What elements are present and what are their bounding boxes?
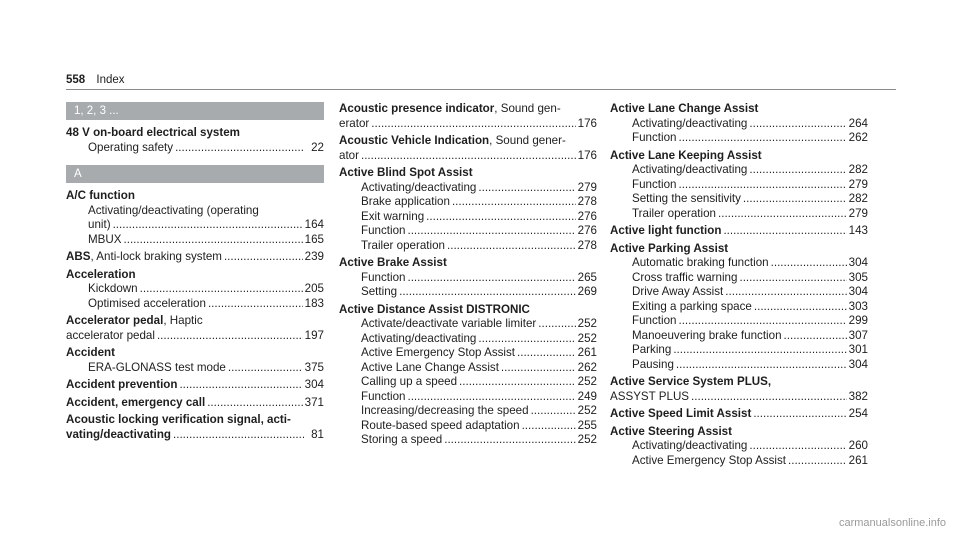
page-number: 558 <box>66 74 86 86</box>
index-line <box>339 117 597 132</box>
index-term-line <box>66 378 177 393</box>
page-ref: 299 <box>848 314 868 327</box>
index-line <box>610 300 868 315</box>
index-subterm: Optimised acceleration <box>88 296 206 310</box>
index-subterm: Activating/deactivating <box>361 180 477 194</box>
index-subterm: Cross traffic warning <box>632 270 738 284</box>
index-term: Active Distance Assist DISTRONIC <box>339 302 530 316</box>
index-line <box>610 131 868 146</box>
index-entry <box>339 166 597 253</box>
page-ref: 282 <box>848 163 868 176</box>
index-term: Active Parking Assist <box>610 241 729 255</box>
index-column-2 <box>339 102 597 451</box>
index-subterm: Kickdown <box>88 282 138 295</box>
index-line <box>610 163 868 178</box>
dot-leader <box>426 210 576 225</box>
page-ref: 255 <box>577 418 597 432</box>
index-subterm: Setting <box>361 285 398 298</box>
page-ref: 252 <box>577 404 597 417</box>
index-term: 48 V on-board electrical system <box>66 126 240 139</box>
index-term-continued: ator <box>339 148 359 162</box>
dot-leader <box>517 346 576 361</box>
index-term-rest: , Sound gen- <box>494 102 561 115</box>
index-entry <box>66 314 324 343</box>
index-line <box>66 141 324 156</box>
index-term: Active Brake Assist <box>339 256 447 269</box>
page-ref: 164 <box>304 218 324 231</box>
index-line <box>339 239 597 254</box>
index-term: Active Steering Assist <box>610 424 732 438</box>
index-entry <box>66 346 324 375</box>
page-ref: 252 <box>577 331 597 345</box>
index-entry <box>66 126 324 155</box>
index-line <box>610 407 868 422</box>
index-line <box>610 358 868 373</box>
page-ref: 269 <box>577 285 597 298</box>
index-line <box>66 428 324 443</box>
index-subterm: Exiting a parking space <box>632 299 752 313</box>
index-subterm: Function <box>632 314 677 327</box>
index-entry <box>610 149 868 222</box>
dot-leader <box>224 250 303 265</box>
page-ref: 278 <box>577 238 597 252</box>
index-subterm: Activate/deactivate variable limiter <box>361 317 537 330</box>
index-subterm: Manoeuvering brake function <box>632 328 782 342</box>
index-term-line <box>66 413 324 428</box>
page-ref: 260 <box>848 439 868 452</box>
index-term-continued: vating/deactivating <box>66 427 172 441</box>
page-ref: 197 <box>304 328 324 342</box>
index-subterm: Storing a speed <box>361 433 443 446</box>
index-term-rest: , Haptic <box>163 314 203 327</box>
dot-leader <box>407 224 575 239</box>
dot-leader <box>538 317 575 332</box>
index-subterm: ERA-GLONASS test mode <box>88 360 226 374</box>
page-ref: 176 <box>577 148 597 162</box>
index-subterm: Function <box>632 177 677 191</box>
page-ref: 264 <box>848 116 868 130</box>
index-line <box>339 195 597 210</box>
index-line <box>610 285 868 300</box>
index-line <box>66 250 324 265</box>
index-line <box>66 396 324 411</box>
index-line <box>66 218 324 233</box>
page-ref: 22 <box>311 140 324 154</box>
dot-leader <box>175 141 304 156</box>
dot-leader <box>784 329 847 344</box>
index-subterm: Pausing <box>632 357 674 371</box>
index-subterm: Automatic braking function <box>632 256 769 269</box>
dot-leader <box>478 332 575 347</box>
page-ref: 252 <box>577 433 597 446</box>
index-term-line <box>610 375 868 390</box>
dot-leader <box>718 207 847 222</box>
page-ref: 278 <box>577 195 597 208</box>
dot-leader <box>743 192 847 207</box>
index-entry <box>339 134 597 163</box>
index-subterm: Activating/deactivating <box>632 163 748 176</box>
dot-leader <box>691 390 847 405</box>
dot-leader <box>478 181 575 196</box>
index-line <box>66 233 324 248</box>
page-ref: 282 <box>848 192 868 205</box>
page-ref: 262 <box>848 131 868 144</box>
dot-leader <box>531 404 576 419</box>
page-ref: 304 <box>848 357 868 371</box>
dot-leader <box>208 297 303 312</box>
index-line <box>339 317 597 332</box>
index-term: ABS <box>66 250 91 263</box>
index-term: Acceleration <box>66 267 136 281</box>
index-subterm: Activating/deactivating <box>632 116 748 130</box>
header-rule <box>66 89 896 90</box>
index-subterm: MBUX <box>88 232 122 246</box>
dot-leader <box>753 407 846 422</box>
index-subterm: Calling up a speed <box>361 375 458 388</box>
dot-leader <box>678 178 846 193</box>
page-ref: 371 <box>304 395 324 409</box>
page-ref: 81 <box>311 427 324 441</box>
index-line <box>610 454 868 469</box>
index-term: Active Speed Limit Assist <box>610 407 752 420</box>
page-ref: 276 <box>577 209 597 223</box>
index-subterm: Trailer operation <box>632 206 716 220</box>
index-subterm: Setting the sensitivity <box>632 192 741 205</box>
index-line <box>610 314 868 329</box>
dot-leader <box>501 361 576 376</box>
dot-leader <box>739 271 846 286</box>
index-entry <box>66 396 324 411</box>
dot-leader <box>140 282 303 297</box>
dot-leader <box>788 454 847 469</box>
dot-leader <box>173 428 304 443</box>
index-subterm: Activating/deactivating <box>361 331 477 345</box>
page-ref: 375 <box>304 360 324 374</box>
index-line <box>339 149 597 164</box>
index-subterm: Trailer operation <box>361 238 445 252</box>
dot-leader <box>124 233 303 248</box>
index-subterm: Function <box>632 131 677 144</box>
dot-leader <box>228 361 303 376</box>
page-ref: 249 <box>577 389 597 403</box>
index-line <box>339 181 597 196</box>
dot-leader <box>678 314 846 329</box>
index-entry <box>66 413 324 442</box>
dot-leader <box>749 439 846 454</box>
index-line <box>610 256 868 271</box>
index-term: Accident <box>66 346 115 359</box>
index-entry <box>610 407 868 422</box>
dot-leader <box>723 224 846 239</box>
dot-leader <box>399 285 576 300</box>
page-ref: 254 <box>848 407 868 420</box>
index-entry <box>610 102 868 146</box>
index-line <box>339 271 597 286</box>
index-term: Accident prevention <box>66 378 178 391</box>
index-line <box>610 207 868 222</box>
page-ref: 307 <box>848 328 868 342</box>
index-entry <box>66 268 324 312</box>
index-subterm: Function <box>361 389 406 403</box>
index-column-3 <box>610 102 868 471</box>
index-subterm: Function <box>361 270 406 284</box>
dot-leader <box>361 149 576 164</box>
index-entry <box>339 102 597 131</box>
page-ref: 261 <box>577 346 597 359</box>
page-ref: 239 <box>304 250 324 263</box>
index-term: Active Lane Keeping Assist <box>610 148 762 162</box>
index-term: Acoustic Vehicle Indication <box>339 134 490 147</box>
page-ref: 279 <box>848 206 868 220</box>
index-term: Active Service System PLUS, <box>610 375 772 388</box>
index-line <box>339 361 597 376</box>
dot-leader <box>754 300 847 315</box>
page-ref: 279 <box>848 177 868 191</box>
index-entry <box>610 425 868 469</box>
index-line <box>339 210 597 225</box>
page-ref: 183 <box>304 296 324 310</box>
dot-leader <box>207 396 302 411</box>
index-entry <box>66 250 324 265</box>
index-term-rest: , Sound gener- <box>489 134 566 147</box>
dot-leader <box>676 358 847 373</box>
dot-leader <box>447 239 576 254</box>
page-ref: 165 <box>304 232 324 246</box>
index-entry <box>610 224 868 239</box>
index-term-line <box>339 102 597 117</box>
index-entry <box>66 189 324 247</box>
index-subterm: unit) <box>88 218 111 231</box>
page-ref: 205 <box>304 282 324 295</box>
index-entry <box>66 378 324 393</box>
page-ref: 305 <box>848 270 868 284</box>
section-title: Index <box>96 74 125 86</box>
watermark: carmanualsonline.info <box>838 517 946 529</box>
index-line <box>610 329 868 344</box>
dot-leader <box>749 117 846 132</box>
dot-leader <box>407 390 575 405</box>
index-subterm: Increasing/decreasing the speed <box>361 404 529 417</box>
dot-leader <box>678 131 846 146</box>
page-ref: 261 <box>848 453 868 467</box>
index-entry <box>339 303 597 448</box>
index-line <box>610 271 868 286</box>
index-term-continued: accelerator pedal <box>66 328 155 342</box>
index-term: Accident, emergency call <box>66 395 206 409</box>
index-term-rest: , Anti-lock braking system <box>90 250 222 263</box>
dot-leader <box>749 163 846 178</box>
page-ref: 265 <box>577 270 597 284</box>
dot-leader <box>371 117 575 132</box>
index-line <box>610 439 868 454</box>
index-term: Active Lane Change Assist <box>610 102 759 115</box>
dot-leader <box>725 285 846 300</box>
index-line <box>339 390 597 405</box>
section-band: A <box>66 165 324 183</box>
dot-leader <box>157 329 303 344</box>
index-line <box>66 361 324 376</box>
index-line <box>339 332 597 347</box>
index-line <box>66 329 324 344</box>
index-entry <box>339 256 597 300</box>
dot-leader <box>452 195 576 210</box>
index-line <box>339 375 597 390</box>
index-subterm: Route-based speed adaptation <box>361 418 520 432</box>
index-subterm: Operating safety <box>88 140 174 154</box>
page-ref: 143 <box>848 224 868 237</box>
index-line <box>66 282 324 297</box>
index-column-1 <box>66 102 324 445</box>
page-ref: 279 <box>577 180 597 194</box>
index-term-line <box>66 314 324 329</box>
page-ref: 252 <box>577 317 597 330</box>
index-line <box>610 390 868 405</box>
index-line <box>610 192 868 207</box>
dot-leader <box>113 218 303 233</box>
index-term: Acoustic locking verification signal, acti- <box>66 413 291 426</box>
index-line <box>610 178 868 193</box>
index-line <box>66 378 324 393</box>
index-term-continued: erator <box>339 116 370 130</box>
page-ref: 276 <box>577 224 597 237</box>
dot-leader <box>407 271 575 286</box>
index-term: Acoustic presence indicator <box>339 102 495 115</box>
index-subterm: Activating/deactivating <box>632 439 748 452</box>
index-entry <box>610 375 868 404</box>
dot-leader <box>444 433 575 448</box>
dot-leader <box>673 343 846 358</box>
section-band: 1, 2, 3 ... <box>66 102 324 120</box>
index-line <box>610 224 868 239</box>
index-term: A/C function <box>66 189 135 202</box>
index-term-line <box>610 224 721 239</box>
index-line <box>339 433 597 448</box>
index-line <box>339 346 597 361</box>
page-ref: 303 <box>848 299 868 313</box>
page-ref: 176 <box>577 116 597 130</box>
index-line <box>610 343 868 358</box>
index-term: Active light function <box>610 224 722 237</box>
index-entry <box>610 242 868 373</box>
page-ref: 304 <box>848 285 868 298</box>
index-line <box>339 419 597 434</box>
index-term-line <box>610 407 751 422</box>
index-subterm: Parking <box>632 343 672 356</box>
index-term-continued: ASSYST PLUS <box>610 389 690 403</box>
page-ref: 252 <box>577 375 597 388</box>
index-subterm: Brake application <box>361 195 450 208</box>
index-term-line <box>66 250 222 265</box>
page-ref: 382 <box>848 389 868 403</box>
dot-leader <box>179 378 302 393</box>
dot-leader <box>771 256 847 271</box>
page-ref: 304 <box>304 378 324 391</box>
index-term-line <box>66 396 205 411</box>
index-line <box>339 224 597 239</box>
index-subterm: Active Emergency Stop Assist <box>632 453 787 467</box>
index-subterm: Active Emergency Stop Assist <box>361 346 516 359</box>
index-subterm: Active Lane Change Assist <box>361 360 499 374</box>
index-line <box>610 117 868 132</box>
index-line <box>339 404 597 419</box>
page-header <box>66 74 125 86</box>
index-term: Active Blind Spot Assist <box>339 166 473 179</box>
index-line <box>339 285 597 300</box>
page-ref: 304 <box>848 256 868 269</box>
index-subterm: Exit warning <box>361 209 425 223</box>
index-subterm: Drive Away Assist <box>632 285 724 298</box>
page-ref: 262 <box>577 360 597 374</box>
index-term: Accelerator pedal <box>66 314 164 327</box>
dot-leader <box>522 419 576 434</box>
index-subterm: Function <box>361 224 406 237</box>
index-subterm: Activating/deactivating (operating <box>88 203 259 217</box>
page-ref: 301 <box>848 343 868 356</box>
index-term-line <box>339 134 597 149</box>
dot-leader <box>459 375 576 390</box>
index-line <box>66 297 324 312</box>
